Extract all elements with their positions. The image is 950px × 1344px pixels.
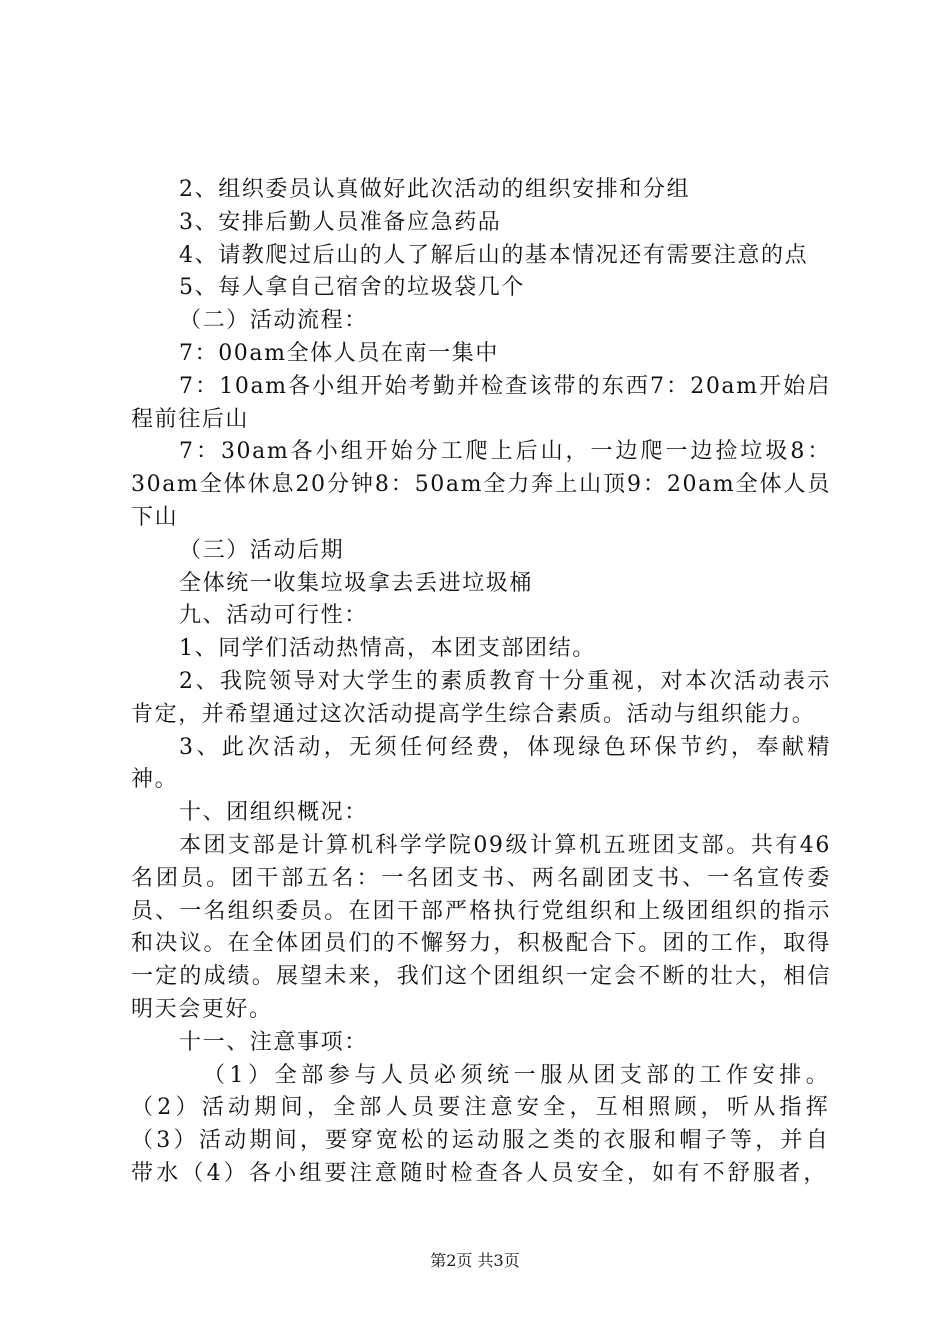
section-heading-organization: 十、团组织概况： <box>179 800 368 826</box>
paragraph-notes: （1）全部参与人员必须统一服从团支部的工作安排。（2）活动期间，全部人员要注意安全，互相照顾，听从指挥（3）活动期间，要穿宽松的运动服之类的衣服和帽子等，并自带水（4）各小组要注意随时检查各人员安全，如有不舒服者， <box>131 1062 831 1186</box>
section-heading-feasibility: 九、活动可行性： <box>179 603 368 629</box>
section-heading-later: （三）活动后期 <box>179 537 345 563</box>
paragraph-feasibility-3: 3、此次活动，无须任何经费，体现绿色环保节约，奉献精神。 <box>131 734 831 793</box>
paragraph-schedule-730: 7：30am各小组开始分工爬上后山，一边爬一边捡垃圾8：30am全体休息20分钟8：50am全力奔上山顶9：20am全体人员下山 <box>131 439 831 530</box>
document-body <box>131 174 831 1191</box>
paragraph-organization: 本团支部是计算机科学学院09级计算机五班团支部。共有46名团员。团干部五名：一名团支书、两名副团支书、一名宣传委员、一名组织委员。在团干部严格执行党组织和上级团组织的指示和决议。在全体团员们的不懈努力，积极配合下。团的工作，取得一定的成绩。展望未来，我们这个团组织一定会不断的壮大，相信明天会更好。 <box>131 832 831 1022</box>
page-footer: 第2页 共3页 <box>430 1251 520 1270</box>
paragraph-schedule-700: 7：00am全体人员在南一集中 <box>179 340 499 366</box>
paragraph-feasibility-2: 2、我院领导对大学生的素质教育十分重视，对本次活动表示肯定，并希望通过这次活动提高学生综合素质。活动与组织能力。 <box>131 668 831 727</box>
paragraph-feasibility-1: 1、同学们活动热情高，本团支部团结。 <box>179 636 596 662</box>
paragraph-collect-trash: 全体统一收集垃圾拿去丢进垃圾桶 <box>179 570 534 596</box>
paragraph-task-2: 2、组织委员认真做好此次活动的组织安排和分组 <box>179 177 691 202</box>
paragraph-task-3: 3、安排后勤人员准备应急药品 <box>179 209 502 235</box>
section-heading-process: （二）活动流程： <box>179 308 368 334</box>
section-heading-notes: 十一、注意事项： <box>179 1029 368 1055</box>
paragraph-task-4: 4、请教爬过后山的人了解后山的基本情况还有需要注意的点 <box>179 242 809 268</box>
paragraph-schedule-710: 7：10am各小组开始考勤并检查该带的东西7：20am开始启程前往后山 <box>131 373 831 432</box>
paragraph-task-5: 5、每人拿自己宿舍的垃圾袋几个 <box>179 275 525 301</box>
